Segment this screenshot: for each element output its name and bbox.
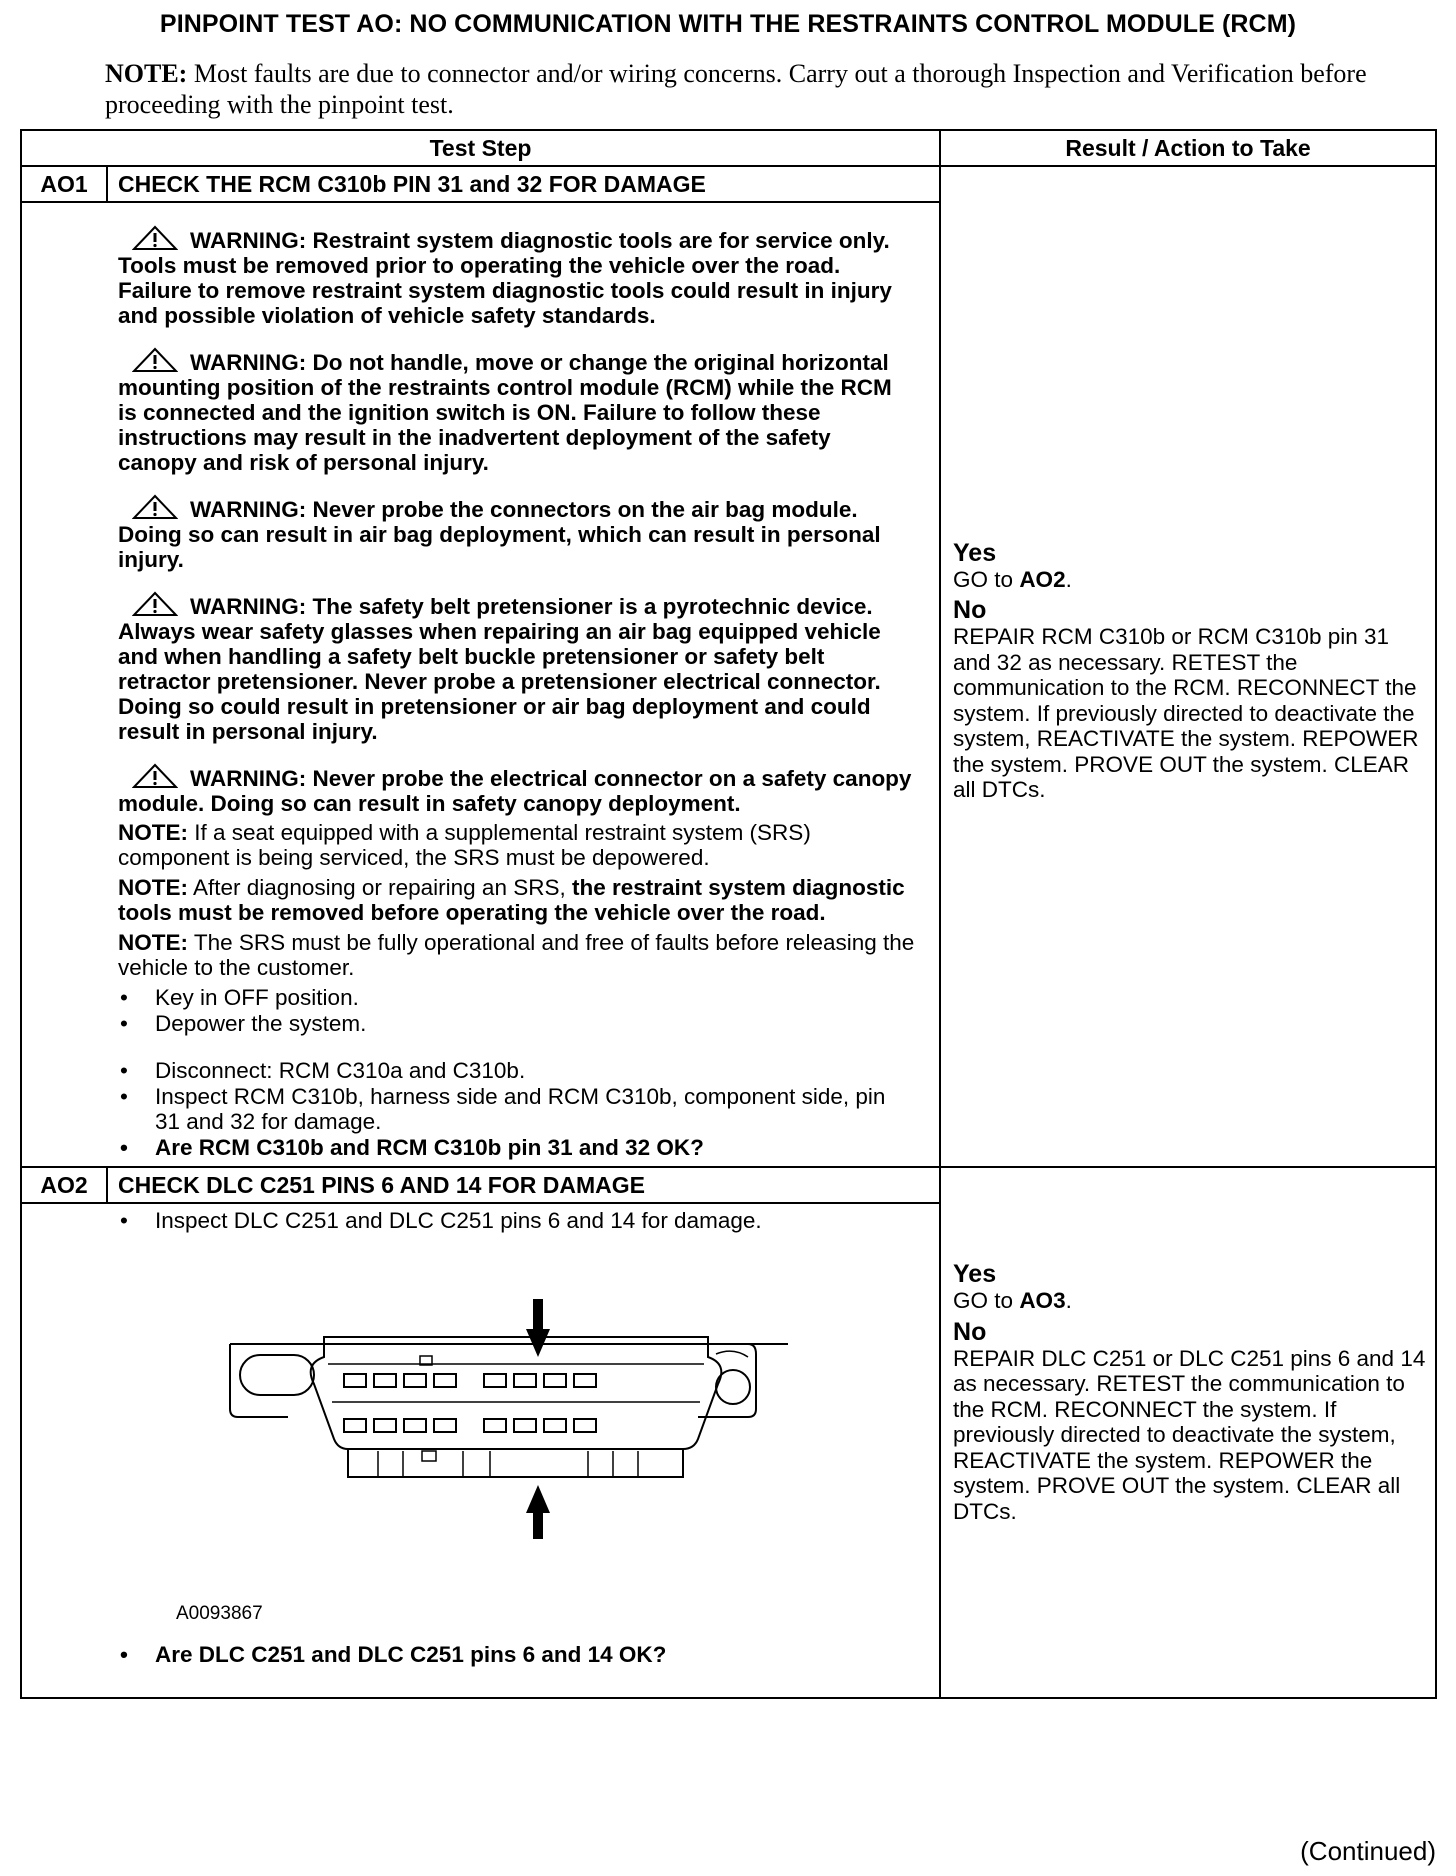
yes-label: Yes [953,538,997,567]
warning: WARNING: Never probe the electrical connector on a safety canopy module. Doing so can result in safety canopy deployment. [118,763,915,816]
dlc-connector-diagram [228,1299,788,1559]
note: NOTE: After diagnosing or repairing an SRS, the restraint system diagnostic tools must be removed before operating the vehicle over the road. [118,875,905,925]
list-item: • Disconnect: RCM C310a and C310b. [118,1058,915,1084]
note: NOTE: If a seat equipped with a supplemental restraint system (SRS) component is being serviced, the SRS must be depowered. [118,820,811,870]
warning: WARNING: Never probe the connectors on the air bag module. Doing so can result in air bag deployment, which can result in personal injury. [118,494,915,572]
goto-link[interactable]: AO3 [1019,1288,1066,1313]
step-id: AO2 [21,1167,107,1203]
no-label: No [953,1317,987,1346]
step-title: CHECK THE RCM C310b PIN 31 and 32 FOR DAMAGE [107,166,940,202]
step-body [21,1203,940,1698]
warning-icon [132,763,178,789]
bullet-list [118,1058,915,1160]
bullet-list [118,1208,915,1234]
no-action: REPAIR RCM C310b or RCM C310b pin 31 and 32 as necessary. RETEST the communication to the RCM. RECONNECT the system. If previously directed to deactivate the system, REACTIVATE the system. REPOWER the system. PROVE OUT the system. CLEAR all DTCs. [953,624,1419,802]
warning: WARNING: Do not handle, move or change the original horizontal mounting position of the restraints control module (RCM) while the RCM is connected and the ignition switch is ON. Failure to follow these instructions may result in the inadvertent deployment of the safety canopy and risk of personal injury. [118,347,915,475]
step-title: CHECK DLC C251 PINS 6 AND 14 FOR DAMAGE [107,1167,940,1203]
list-item: • Inspect RCM C310b, harness side and RCM C310b, component side, pin 31 and 32 for damage. [118,1084,915,1135]
result-cell [940,1167,1436,1698]
no-label: No [953,596,987,624]
step-question: • Are RCM C310b and RCM C310b pin 31 and 32 OK? [118,1135,915,1161]
yes-label: Yes [953,1260,997,1288]
list-item: • Inspect DLC C251 and DLC C251 pins 6 and 14 for damage. [118,1208,915,1234]
result-cell [940,166,1436,1167]
warning-icon [132,494,178,520]
yes-action: GO to AO2. [953,566,1072,592]
warning: WARNING: Restraint system diagnostic tools are for service only. Tools must be removed prior to operating the vehicle over the road. Failure to remove restraint system diagnostic tools could result in injury and possible violation of vehicle safety standards. [118,225,915,328]
warning-icon [132,225,178,251]
step-id: AO1 [21,166,107,202]
arrow-up-icon [526,1485,550,1539]
list-item: • Key in OFF position. [118,985,915,1011]
list-item: • Depower the system. [118,1011,915,1037]
pinpoint-table [20,129,1437,1699]
dlc-connector-figure [118,1234,915,1634]
warning: WARNING: The safety belt pretensioner is a pyrotechnic device. Always wear safety glasses when repairing an air bag equipped vehicle and when handling a safety belt buckle pretensioner or safety belt retractor pretensioner. Never probe a pretensioner electrical connector. Doing so could result in pretensioner or air bag deployment and could result in personal injury. [118,591,915,744]
header-result: Result / Action to Take [940,130,1436,166]
goto-link[interactable]: AO2 [1019,566,1066,592]
step-question: • Are DLC C251 and DLC C251 pins 6 and 14 OK? [118,1642,915,1668]
intro-note-label: NOTE: [105,59,188,88]
arrow-down-icon [526,1299,550,1357]
intro-note-text: Most faults are due to connector and/or wiring concerns. Carry out a thorough Inspection and Verification before proceeding with the pinpoint test. [105,59,1367,119]
warning-icon [132,347,178,373]
bullet-list [118,1642,915,1668]
step-body [21,202,940,1167]
no-action: REPAIR DLC C251 or DLC C251 pins 6 and 14 as necessary. RETEST the communication to the RCM. RECONNECT the system. If previously directed to deactivate the system, REACTIVATE the system. REPOWER the system. PROVE OUT the system. CLEAR all DTCs. [953,1345,1426,1524]
continued-label: (Continued) [1300,1836,1436,1866]
note: NOTE: The SRS must be fully operational and free of faults before releasing the vehicle to the customer. [118,930,915,980]
warning-icon [132,591,178,617]
header-test-step: Test Step [21,130,940,166]
yes-action: GO to AO3. [953,1288,1072,1313]
page-title: PINPOINT TEST AO: NO COMMUNICATION WITH THE RESTRAINTS CONTROL MODULE (RCM) [159,10,1297,38]
bullet-list [118,985,915,1036]
intro-note [105,58,1405,120]
figure-caption: A0093867 [176,1602,263,1624]
